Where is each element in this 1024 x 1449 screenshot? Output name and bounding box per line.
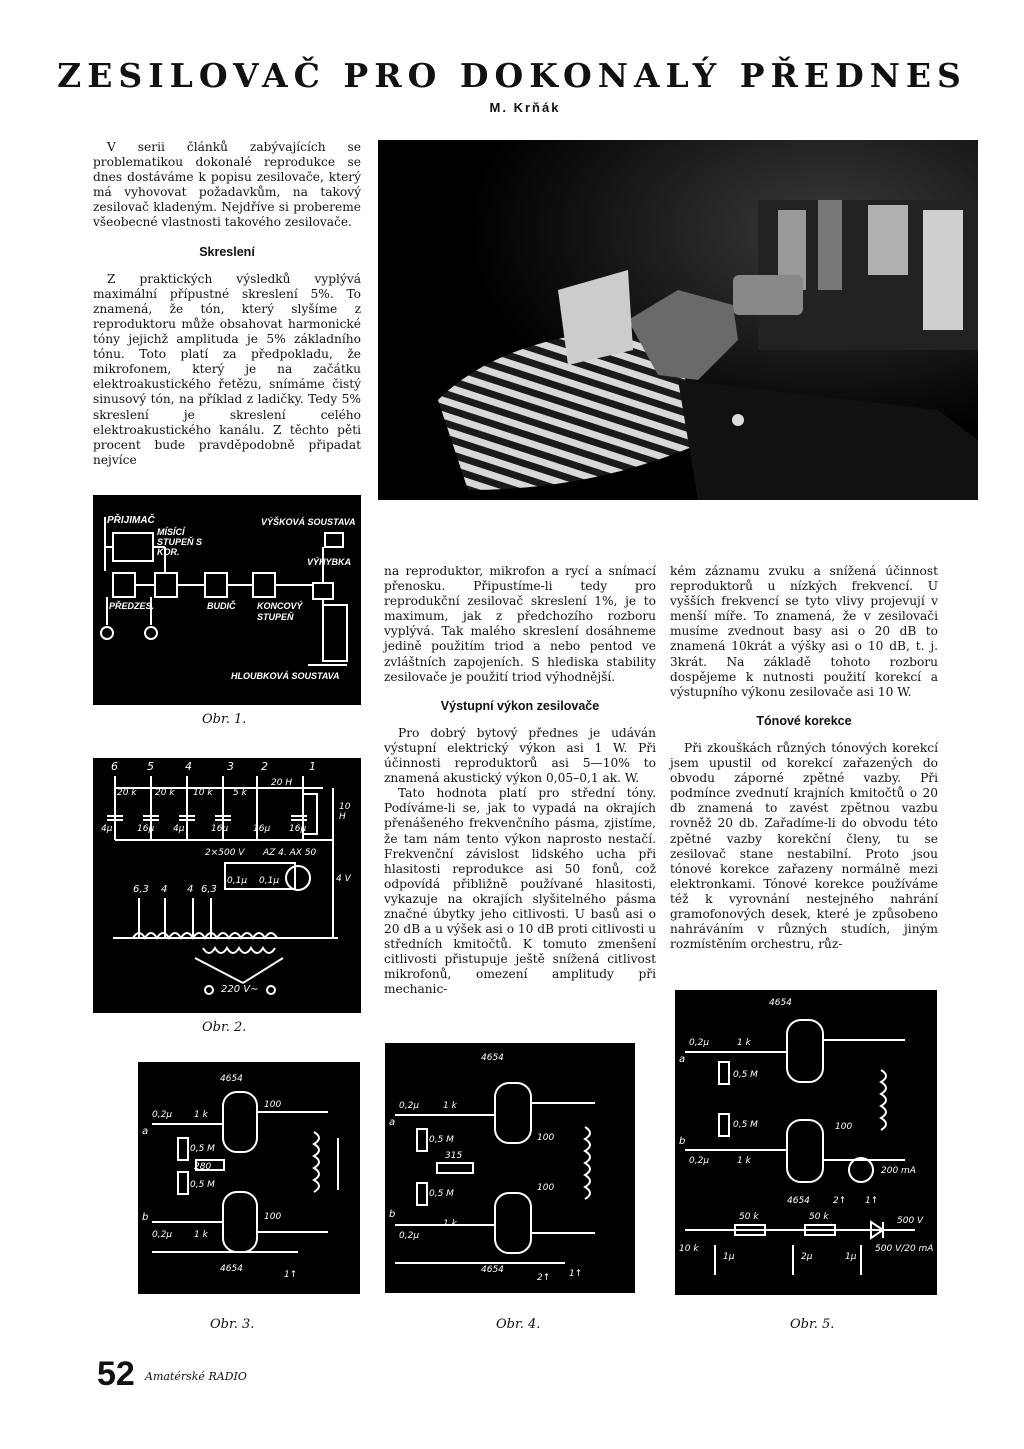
fig2-rectifier: AZ 4. AX 50 [263,848,317,858]
intro-paragraph: V serii článků zabývajících se problematikou dokonalé reprodukce se dnes dostáváme k popisu zesilovače, který má vyhovovat požadavkům, na takový zesilovač kladeným. Nejdříve si probereme všeobecné vlastnosti takového zesilovače. [93,140,361,230]
section-heading-tone: Tónové korekce [756,713,852,728]
fig5-c-2u: 2μ [801,1252,813,1262]
fig2-c2: 16μ [137,824,155,834]
figure-2-power-supply [93,758,361,1013]
figure-4-caption: Obr. 4. [496,1317,541,1332]
col2-paragraph-3: Tato hodnota platí pro střední tóny. Podíváme-li se, jak to vypadá na okrajích přenášeného frekvenčního pásma, zjistíme, že tam nám tento výkon naprosto nestačí. Frekvenční závislost lidského ucha při hlasitosti reprodukce asi 50 fonů, což odpovídá přibližně používané hlasitosti, vykazuje na okrajích slyšitelného pásma značné úbytky jeho citlivosti. U basů asi o 20 dB a u výšek asi o 10 dB proti citlivosti u středních kmitočtů. K tomuto zmenšení citlivosti přistupuje ještě snížená citlivost mikrofonů, omezení amplitudy při mechanic- [384,786,656,997]
fig5-tube-top: 4654 [769,998,792,1008]
fig2-heater: 4 V [336,874,351,884]
fig5-r-bot: 1 k [737,1156,751,1166]
fig5-r-50k-1: 50 k [739,1212,759,1222]
fig2-c4: 16μ [211,824,229,834]
tap-1: 1 [309,760,316,773]
section-heading-distortion: Skreslení [199,244,255,259]
fig3-r-280: 280 [194,1162,212,1172]
fig2-choke-20h: 20 H [271,778,293,788]
fig4-supply-1: 1↑ [569,1269,583,1279]
figure-5-circuit [675,990,937,1295]
fig2-r1: 20 k [117,788,137,798]
column-3 [670,564,938,952]
fig2-r3: 10 k [193,788,213,798]
tap-5: 5 [147,760,154,773]
fig4-r-100-top: 100 [537,1133,555,1143]
tap-2: 2 [261,760,268,773]
fig4-r-bot: 1 k [443,1219,457,1229]
label-vyhybka: VÝHYBKA [307,557,352,567]
fig2-c-small-2: 0,1μ [259,876,280,886]
fig4-r-top: 1 k [443,1101,457,1111]
label-koncovy: KONCOVÝ STUPEŇ [257,601,303,622]
col2-paragraph-2: Pro dobrý bytový přednes je udáván výstupní elektrický výkon asi 1 W. Při účinnosti reproduktorů asi 5—10% to znamená akustický výkon 0,05–0,1 ak. W. [384,725,656,786]
fig5-supply-2: 2↑ [833,1196,847,1206]
fig5-r-50k-2: 50 k [809,1212,829,1222]
fig5-supply-1: 1↑ [865,1196,879,1206]
distortion-paragraph: Z praktických výsledků vyplývá maximální přípustné skreslení 5%. To znamená, že tón, který slyšíme z reproduktoru může obsahovat harmonické tóny jejichž amplituda je 5% základního tónu. Toto platí za předpokladu, že mikrofonem, který je na začátku elektroakustického řetězu, snímáme čistý sinusový tón, na příklad z ladičky. Tedy 5% skreslení je skreslení celého elektroakustického kanálu. Z těchto pěti procent bude pravděpodobně připadat nejvíce [93,271,361,467]
figure-2-caption: Obr. 2. [202,1020,247,1035]
section-heading-output: Výstupní výkon zesilovače [440,698,600,713]
fig3-c-bot: 0,2μ [152,1230,173,1240]
fig4-r-100-bot: 100 [537,1183,555,1193]
fig2-c6: 16μ [289,824,307,834]
article-title: ZESILOVAČ PRO DOKONALÝ PŘEDNES [57,56,967,95]
label-hloubkova: HLOUBKOVÁ SOUSTAVA [231,671,340,681]
fig3-supply: 1↑ [284,1270,298,1280]
author: M. Krňák [489,100,561,115]
fig2-c5: 16μ [253,824,271,834]
fig4-r-0-5m-bot: 0,5 M [429,1189,454,1199]
fig4-tube-top: 4654 [481,1053,504,1063]
fig4-supply-2: 2↑ [537,1273,551,1283]
fig2-c1: 4μ [101,824,113,834]
label-predzes: PŘEDZES. [109,601,155,611]
amplifier-photo [378,140,978,500]
col2-paragraph-1: na reproduktor, mikrofon a rycí a snímací přenosku. Připustíme-li tedy pro reprodukční zesilovač skreslení 1%, je to maximum, jak z předchozího rozboru vyplývá. Tak malého skreslení dosáhneme jedině použitím triod a nebo pentod ve zvláštních zapojeních. S hlediska stability zesilovače je použití triod výhodnější. [384,564,656,684]
fig4-c-top: 0,2μ [399,1101,420,1111]
label-misici: MÍSÍCÍ STUPEŇ S KOR. [157,527,203,557]
fig2-low-1: 6,3 [133,884,149,895]
tap-4: 4 [185,760,192,773]
col3-paragraph-1: kém záznamu zvuku a snížená účinnost reproduktorů u nízkých frekvencí. U vyšších frekvencí se tyto vlivy projevují v menší míře. To znamená, že v zesilovači musíme zvednout basy asi o 20 dB to znamená 10krát a výšky asi o 10 dB, t. j. 3krát. Na základě tohoto rozboru dospějeme k nutnosti použití korekcí a výstupního výkonu zesilovače asi 10 W. [670,564,938,699]
fig5-c-top: 0,2μ [689,1038,710,1048]
fig2-r2: 20 k [155,788,175,798]
label-prijimac: PŘIJIMAČ [107,515,155,526]
label-budic: BUDIČ [207,601,236,611]
fig3-r-100-bot: 100 [264,1212,282,1222]
fig3-input-b: b [142,1212,149,1223]
fig5-v-500-20ma: 500 V/20 mA [875,1244,934,1254]
figure-1-caption: Obr. 1. [202,712,247,727]
fig3-r-top: 1 k [194,1110,208,1120]
fig5-c-bot: 0,2μ [689,1156,710,1166]
fig5-pot-10k: 10 k [679,1244,699,1254]
figure-3-caption: Obr. 3. [210,1317,255,1332]
label-vyskova: VÝŠKOVÁ SOUSTAVA [261,517,356,527]
figure-1-block-diagram [93,495,361,705]
fig3-r-100-top: 100 [264,1100,282,1110]
fig5-input-b: b [679,1136,686,1147]
fig5-r-0-5m-bot: 0,5 M [733,1120,758,1130]
fig3-c-top: 0,2μ [152,1110,173,1120]
tap-6: 6 [111,760,118,773]
figure-5-caption: Obr. 5. [790,1317,835,1332]
fig5-c-1u-a: 1μ [723,1252,735,1262]
page-number: 52 [97,1355,135,1393]
fig2-c3: 4μ [173,824,185,834]
fig3-tube-bot: 4654 [220,1264,243,1274]
fig4-input-a: a [389,1117,396,1128]
fig2-low-4: 6,3 [201,884,217,895]
fig3-input-a: a [142,1126,149,1137]
fig5-r-top: 1 k [737,1038,751,1048]
fig5-meter: 200 mA [881,1166,916,1176]
column-1 [93,140,361,468]
fig2-tube: 2×500 V [205,848,245,858]
fig3-r-bot: 1 k [194,1230,208,1240]
fig3-tube-top: 4654 [220,1074,243,1084]
fig2-choke-10h: 10 H [339,802,351,822]
fig4-r-315: 315 [445,1151,463,1161]
col3-paragraph-2: Při zkouškách různých tónových korekcí jsem upustil od korekcí zařazených do obvodu záporné zpětné vazby. Při podmínce zvednutí krajních kmitočtů o 20 db znamená to zavést zpětnou vazbu rovněž 20 db. Zařadíme-li do obvodu této zpětné vazby korekční členy, tu se zesilovač stane nestabilní. Proto jsou tónové korekce zařazeny normálně mezi elektronkami. Tónové korekce používáme též k vyrovnání nestejného nahrání gramofonových desek, které je způsobeno nahráváním v různých studích, jiným rozmístěním orchestru, růz- [670,740,938,952]
magazine-name: Amatérské RADIO [145,1370,247,1383]
fig5-v-500: 500 V [897,1216,924,1226]
figure-4-circuit [385,1043,635,1293]
fig4-c-bot: 0,2μ [399,1231,420,1241]
fig2-r4: 5 k [233,788,247,798]
fig4-input-b: b [389,1209,396,1220]
fig4-r-0-5m-top: 0,5 M [429,1135,454,1145]
tap-3: 3 [227,760,234,773]
fig3-r-0-5m-top: 0,5 M [190,1144,215,1154]
fig5-r-100: 100 [835,1122,853,1132]
fig5-c-1u-b: 1μ [845,1252,857,1262]
figure-3-circuit [138,1062,360,1294]
column-2 [384,564,656,998]
fig2-c-small-1: 0,1μ [227,876,248,886]
fig2-low-2: 4 [161,884,168,895]
fig5-r-0-5m-top: 0,5 M [733,1070,758,1080]
fig5-tube-bot: 4654 [787,1196,810,1206]
fig2-low-3: 4 [187,884,194,895]
fig4-tube-bot: 4654 [481,1265,504,1275]
fig2-mains: 220 V∼ [221,984,259,995]
fig3-r-0-5m-bot: 0,5 M [190,1180,215,1190]
fig5-input-a: a [679,1054,686,1065]
